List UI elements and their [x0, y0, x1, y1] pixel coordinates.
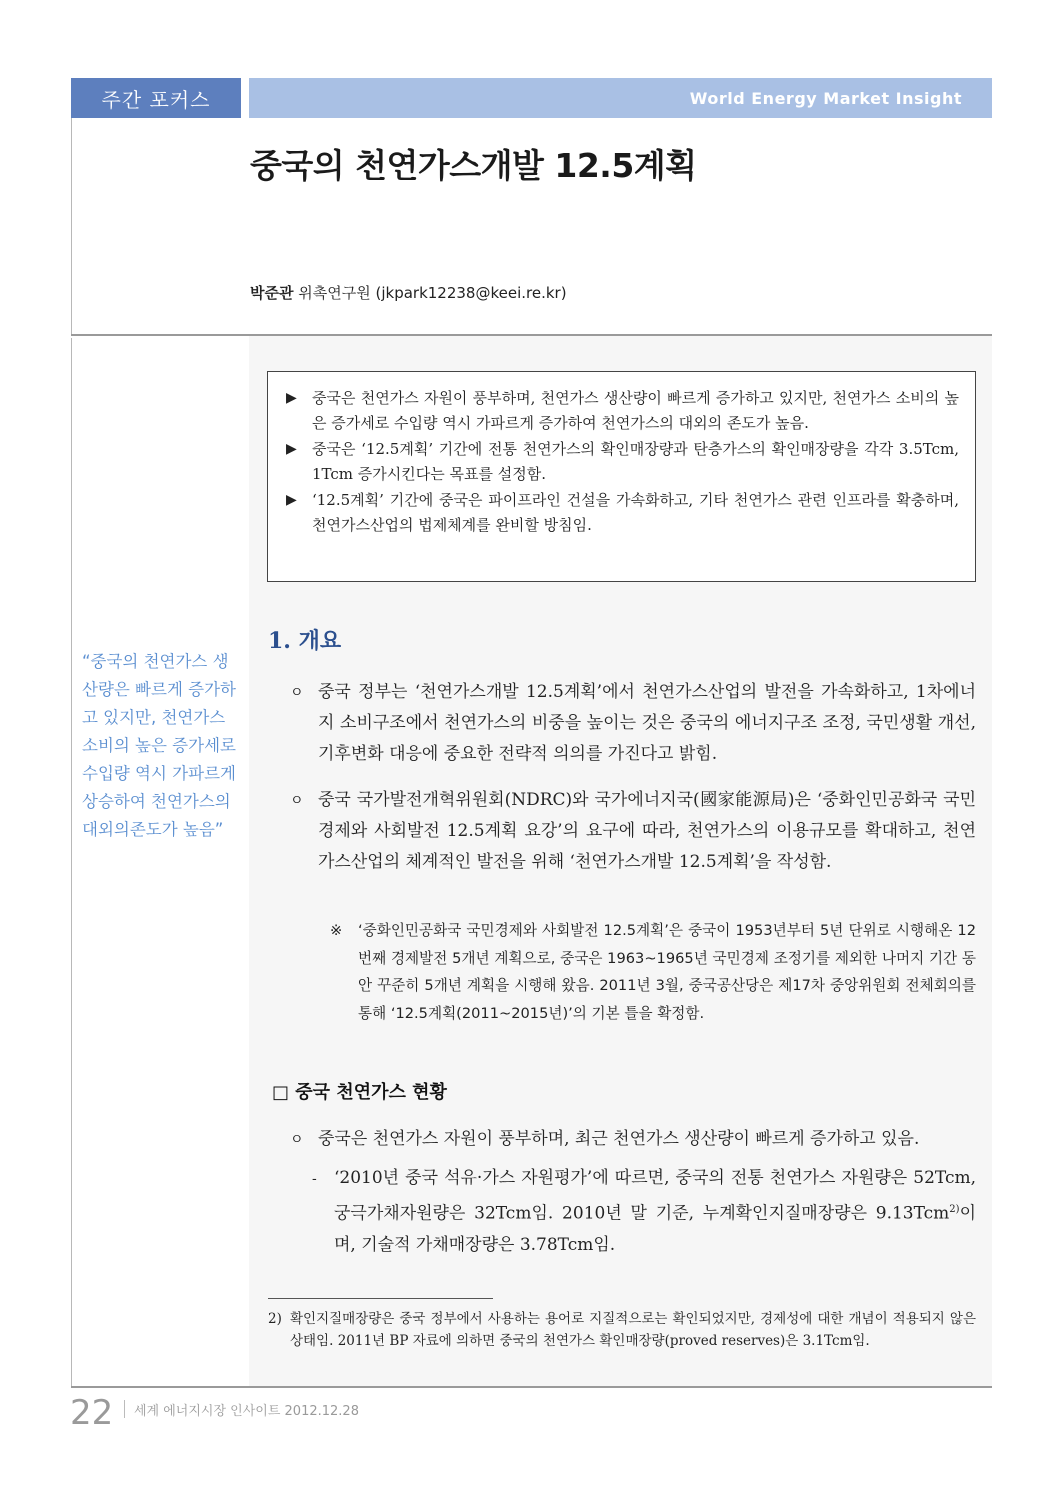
- detail-text-a: ‘2010년 중국 석유·가스 자원평가’에 따르면, 중국의 전통 천연가스 자원량은 52Tcm, 궁극가채자원량은 32Tcm임. 2010년 말 기준, 누계확인지질매장량은 9.13Tcm: [334, 1168, 976, 1224]
- triangle-bullet-icon: ▶: [286, 441, 297, 457]
- summary-text: ‘12.5계획’ 기간에 중국은 파이프라인 건설을 가속화하고, 기타 천연가스 관련 인프라를 확충하며, 천연가스산업의 법제체계를 완비할 방침임.: [312, 491, 959, 534]
- author-line: [250, 282, 567, 303]
- left-rule-top: [71, 118, 72, 334]
- subsection-detail: [312, 1163, 976, 1261]
- summary-item: [286, 386, 959, 435]
- circle-bullet-icon: ㅇ: [290, 685, 304, 701]
- subsection-heading: □ 중국 천연가스 현황: [272, 1082, 447, 1103]
- footnote-ref[interactable]: 2): [949, 1204, 960, 1215]
- triangle-bullet-icon: ▶: [286, 492, 297, 508]
- pull-quote: “중국의 천연가스 생산량은 빠르게 증가하고 있지만, 천연가스 소비의 높은 증가세로 수입량 역시 가파르게 상승하여 천연가스의 대외의존도가 높음”: [82, 652, 236, 839]
- summary-item: [286, 437, 959, 486]
- reference-note: [330, 917, 976, 1027]
- dash-bullet: -: [312, 1171, 317, 1187]
- author-detail: 위촉연구원 (jkpark12238@keei.re.kr): [298, 284, 567, 302]
- left-rule-bottom: [71, 338, 72, 1386]
- summary-item: [286, 488, 959, 537]
- subsection-paragraph: [290, 1124, 976, 1156]
- footnote-rule: [268, 1298, 493, 1299]
- body-paragraph-2: [290, 785, 976, 878]
- page-number: 22: [70, 1393, 114, 1433]
- summary-box: [267, 371, 976, 582]
- author-name: 박준관: [250, 284, 294, 302]
- footnote: [268, 1308, 976, 1352]
- series-title: World Energy Market Insight: [689, 88, 962, 108]
- triangle-bullet-icon: ▶: [286, 390, 297, 406]
- paragraph-text: 중국 정부는 ‘천연가스개발 12.5계획’에서 천연가스산업의 발전을 가속화하고, 1차에너지 소비구조에서 천연가스의 비중을 높이는 것은 중국의 에너지구조 조정, 국민생활 개선, 기후변화 대응에 중요한 전략적 의의를 가진다고 밝힘.: [318, 682, 976, 764]
- circle-bullet-icon: ㅇ: [290, 1132, 304, 1148]
- body-paragraph-1: [290, 677, 976, 770]
- note-mark-icon: ※: [330, 922, 343, 939]
- series-banner: [249, 78, 992, 118]
- footnote-text: 확인지질매장량은 중국 정부에서 사용하는 용어로 지질적으로는 확인되었지만, 경제성에 대한 개념이 적용되지 않은 상태임. 2011년 BP 자료에 의하면 중국의 천연가스 확인매장량(proved reserves)은 3.1Tcm임.: [290, 1311, 976, 1349]
- footnote-number: 2): [268, 1311, 282, 1327]
- summary-text: 중국은 ‘12.5계획’ 기간에 전통 천연가스의 확인매장량과 탄층가스의 확인매장량을 각각 3.5Tcm, 1Tcm 증가시킨다는 목표를 설정함.: [312, 440, 959, 483]
- article-title: 중국의 천연가스개발 12.5계획: [250, 146, 697, 185]
- section-tag: 주간 포커스: [71, 78, 241, 118]
- footer-separator: [124, 1400, 125, 1418]
- note-text: ‘중화인민공화국 국민경제와 사회발전 12.5계획’은 중국이 1953년부터 5년 단위로 시행해온 12번째 경제발전 5개년 계획으로, 중국은 1963~1965년 국민경제 조정기를 제외한 나머지 기간 동안 꾸준히 5개년 계획을 시행해 왔음. 2011년 3월, 중국공산당은 제17차 중앙위원회 전체회의를 통해 ‘12.5계획(2011~2015년)’의 기본 틀을 확정함.: [358, 922, 976, 1022]
- detail-text-b: 이며, 기술적 가채매장량은 3.78Tcm임.: [334, 1203, 976, 1255]
- paragraph-text: 중국은 천연가스 자원이 풍부하며, 최근 천연가스 생산량이 빠르게 증가하고 있음.: [318, 1129, 920, 1149]
- footer-rule: [71, 1386, 992, 1388]
- detail-text: [334, 1163, 976, 1261]
- paragraph-text: 중국 국가발전개혁위원회(NDRC)와 국가에너지국(國家能源局)은 ‘중화인민공화국 국민경제와 사회발전 12.5계획 요강’의 요구에 따라, 천연가스의 이용규모를 확대하고, 천연가스산업의 체계적인 발전을 위해 ‘천연가스개발 12.5계획’을 작성함.: [318, 790, 976, 872]
- summary-text: 중국은 천연가스 자원이 풍부하며, 천연가스 생산량이 빠르게 증가하고 있지만, 천연가스 소비의 높은 증가세로 수입량 역시 가파르게 증가하여 천연가스의 대외의 존도가 높음.: [312, 389, 959, 432]
- circle-bullet-icon: ㅇ: [290, 793, 304, 809]
- section-heading: 1. 개요: [268, 628, 342, 654]
- publication-name: 세계 에너지시장 인사이트 2012.12.28: [134, 1404, 359, 1419]
